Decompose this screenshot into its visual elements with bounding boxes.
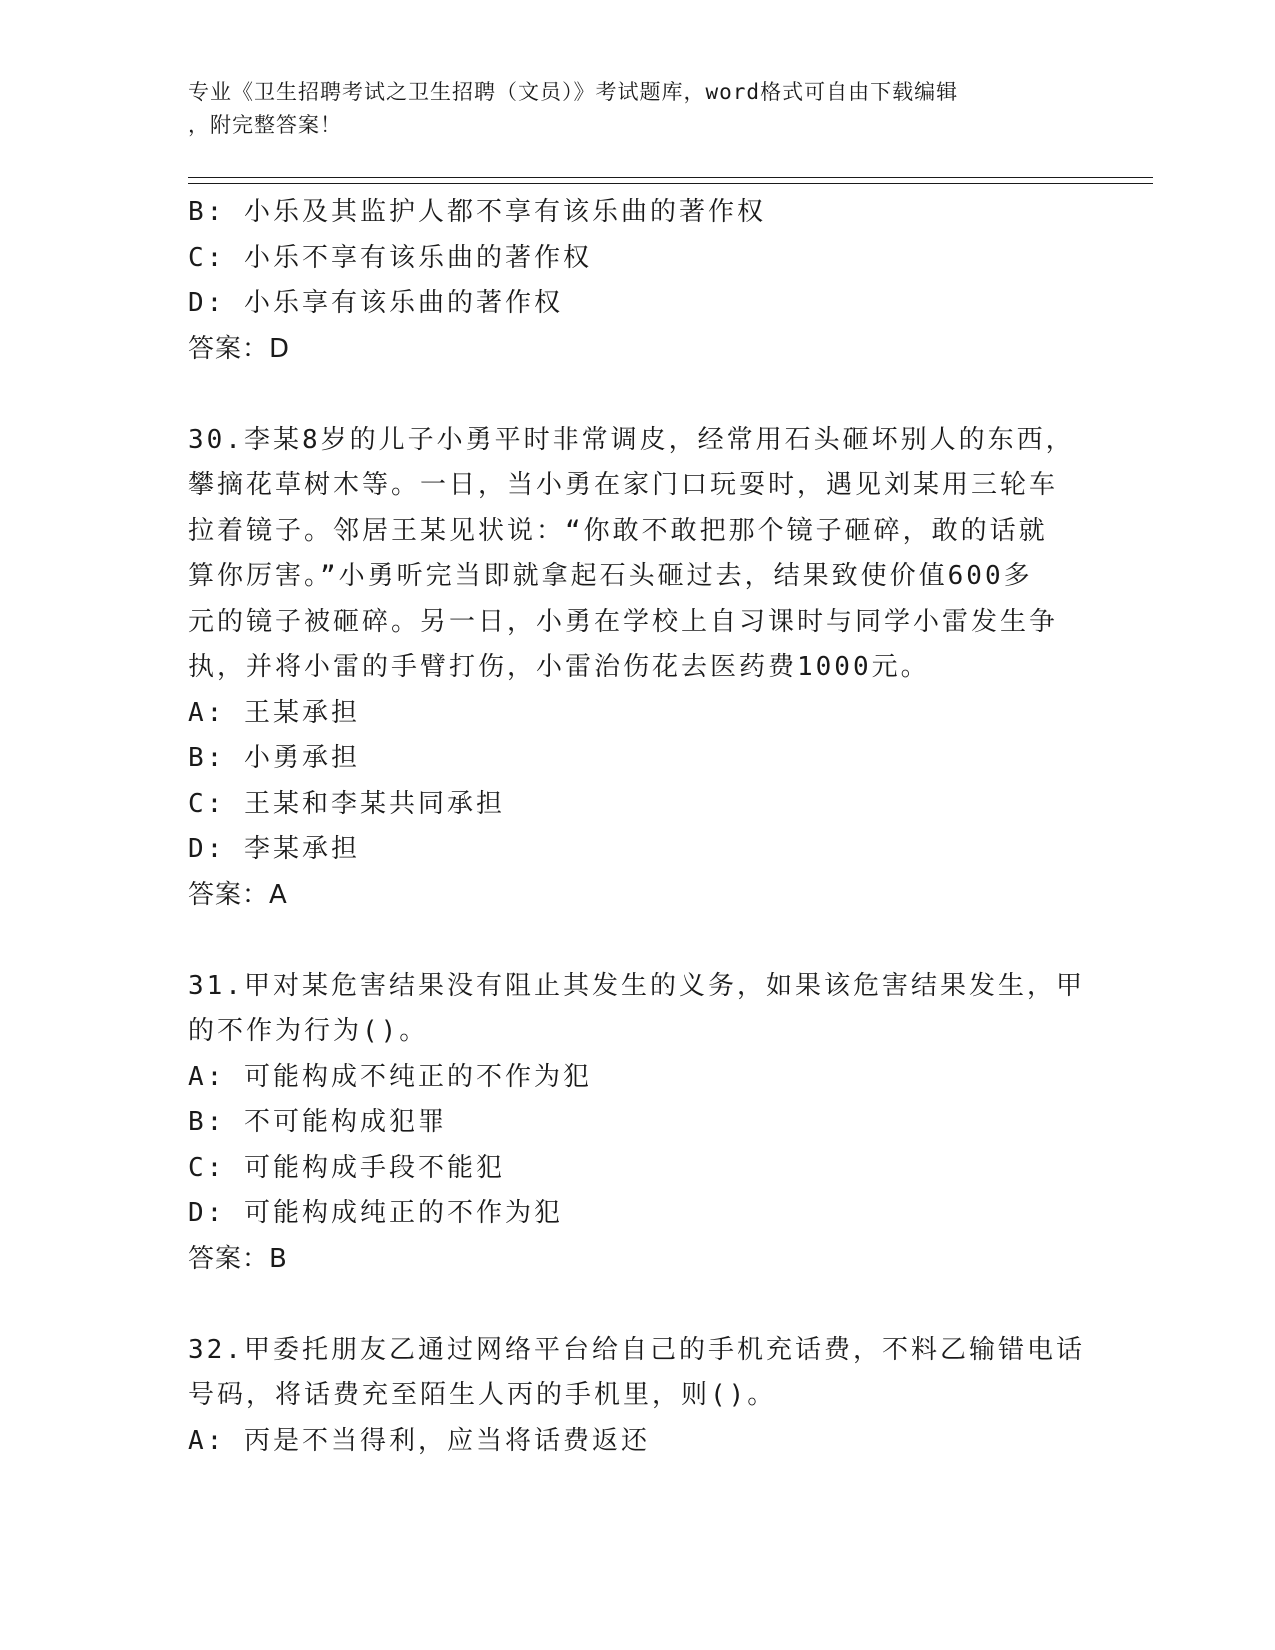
option-c: C: 可能构成手段不能犯 [188, 1152, 505, 1183]
question-stem-line: 32.甲委托朋友乙通过网络平台给自己的手机充话费，不料乙输错电话 [188, 1334, 1085, 1365]
option-a: A: 王某承担 [188, 697, 360, 728]
option-c: C: 小乐不享有该乐曲的著作权 [188, 242, 592, 273]
answer-line: 答案：D [188, 333, 291, 364]
question-stem-line: 执，并将小雷的手臂打伤，小雷治伤花去医药费1000元。 [188, 652, 930, 682]
header-divider-bottom [188, 183, 1153, 184]
question-stem-line: 拉着镜子。邻居王某见状说：“你敢不敢把那个镜子砸碎，敢的话就 [188, 515, 1048, 546]
option-a: A: 丙是不当得利，应当将话费返还 [188, 1425, 650, 1456]
question-stem-line: 31.甲对某危害结果没有阻止其发生的义务，如果该危害结果发生，甲 [188, 970, 1085, 1001]
question-stem-line: 元的镜子被砸碎。另一日，小勇在学校上自习课时与同学小雷发生争 [188, 606, 1059, 637]
option-d: D: 小乐享有该乐曲的著作权 [188, 288, 563, 318]
option-d: D: 李某承担 [188, 834, 360, 864]
question-stem-line: 算你厉害。”小勇听完当即就拿起石头砸过去，结果致使价值600多 [188, 561, 1033, 591]
question-29-continued [188, 190, 1088, 372]
option-b: B: 小乐及其监护人都不享有该乐曲的著作权 [188, 197, 766, 227]
header-divider-top [188, 177, 1153, 178]
option-d: D: 可能构成纯正的不作为犯 [188, 1198, 563, 1228]
option-c: C: 王某和李某共同承担 [188, 788, 505, 819]
option-b: B: 不可能构成犯罪 [188, 1107, 447, 1137]
question-stem-line: 攀摘花草树木等。一日，当小勇在家门口玩耍时，遇见刘某用三轮车 [188, 470, 1059, 500]
header-title-line2: ，附完整答案！ [188, 113, 342, 137]
answer-line: 答案：B [188, 1243, 288, 1274]
question-32 [188, 1328, 1088, 1465]
question-stem-line: 号码，将话费充至陌生人丙的手机里，则()。 [188, 1380, 777, 1410]
question-stem-line: 的不作为行为()。 [188, 1016, 429, 1046]
question-30 [188, 418, 1088, 919]
question-31 [188, 964, 1088, 1283]
answer-line: 答案：A [188, 879, 288, 910]
option-a: A: 可能构成不纯正的不作为犯 [188, 1061, 592, 1092]
question-stem-line: 30.李某8岁的儿子小勇平时非常调皮，经常用石头砸坏别人的东西， [188, 424, 1075, 455]
document-header [188, 76, 1068, 142]
option-b: B: 小勇承担 [188, 743, 360, 773]
header-title-line1: 专业《卫生招聘考试之卫生招聘（文员）》考试题库，word格式可自由下载编辑 [188, 80, 959, 104]
question-list [188, 190, 1088, 1464]
